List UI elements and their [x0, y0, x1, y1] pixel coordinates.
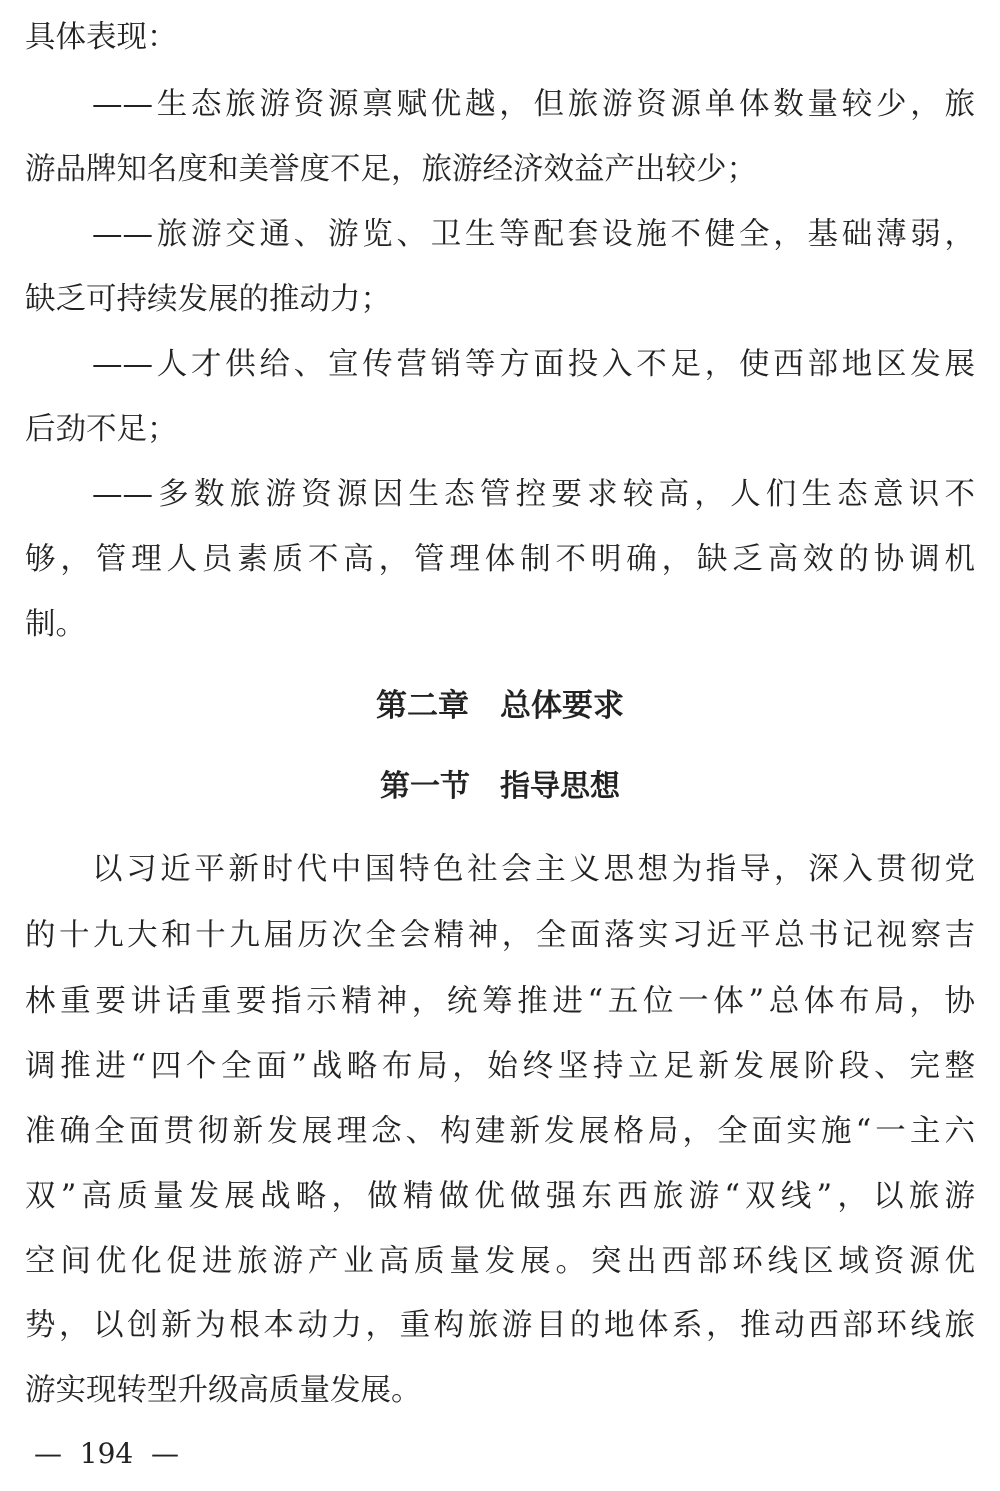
paragraph-line: 调推进“四个全面”战略布局，始终坚持立足新发展阶段、完整 [25, 1049, 975, 1084]
paragraph-line: 以习近平新时代中国特色社会主义思想为指导，深入贯彻党 [92, 852, 975, 887]
paragraph-line: 游实现转型升级高质量发展。 [25, 1373, 422, 1408]
paragraph-line: ——人才供给、宣传营销等方面投入不足，使西部地区发展 [92, 347, 975, 382]
paragraph-line: 游品牌知名度和美誉度不足，旅游经济效益产出较少； [25, 152, 757, 187]
paragraph-line: ——旅游交通、游览、卫生等配套设施不健全，基础薄弱， [92, 217, 975, 252]
paragraph-line: 制。 [25, 607, 86, 642]
paragraph-line: 双”高质量发展战略，做精做优做强东西旅游“双线”，以旅游 [25, 1179, 975, 1214]
paragraph-line: 势，以创新为根本动力，重构旅游目的地体系，推动西部环线旅 [25, 1308, 975, 1343]
page-number: — 194 — [34, 1437, 180, 1470]
chapter-title: 第二章 总体要求 [376, 688, 624, 724]
paragraph-line: ——生态旅游资源禀赋优越，但旅游资源单体数量较少，旅 [92, 87, 975, 122]
paragraph-line: 后劲不足； [25, 412, 178, 447]
paragraph-line: 林重要讲话重要指示精神，统筹推进“五位一体”总体布局，协 [25, 984, 975, 1019]
paragraph-line: 的十九大和十九届历次全会精神，全面落实习近平总书记视察吉 [25, 918, 975, 953]
paragraph-line: 空间优化促进旅游产业高质量发展。突出西部环线区域资源优 [25, 1244, 975, 1279]
paragraph-line: ——多数旅游资源因生态管控要求较高，人们生态意识不 [92, 477, 975, 512]
section-title: 第一节 指导思想 [380, 769, 620, 804]
paragraph-line: 够，管理人员素质不高，管理体制不明确，缺乏高效的协调机 [25, 542, 975, 577]
paragraph-line: 准确全面贯彻新发展理念、构建新发展格局，全面实施“一主六 [25, 1114, 975, 1149]
paragraph-line: 缺乏可持续发展的推动力； [25, 282, 391, 317]
paragraph-line: 具体表现： [25, 20, 178, 55]
